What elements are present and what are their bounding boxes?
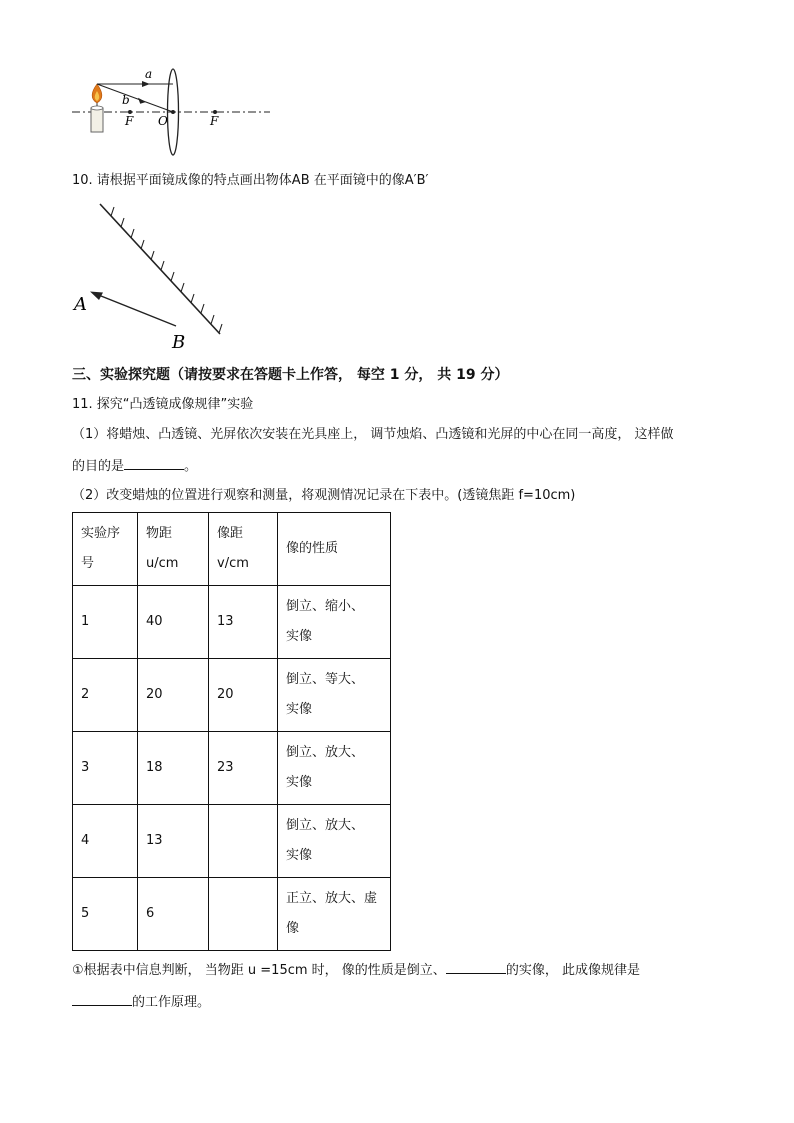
question-11-sub1-line1: ①根据表中信息判断， 当物距 u =15cm 时， 像的性质是倒立、 的实像， 此成像规律是 (72, 963, 640, 978)
table-row (73, 878, 391, 951)
focal-right-label: F (210, 114, 219, 128)
mirror-diagram (70, 198, 240, 354)
row-number: 2 (73, 659, 138, 732)
question-11-title: 11. 探究“凸透镜成像规律”实验 (72, 397, 254, 412)
image-nature: 倒立、等大、 实像 (278, 659, 391, 732)
part1-suffix: 。 (184, 459, 198, 474)
image-distance: 20 (209, 659, 278, 732)
image-nature: 倒立、放大、 实像 (278, 732, 391, 805)
object-distance: 6 (138, 878, 209, 951)
table-row (73, 805, 391, 878)
image-distance: 23 (209, 732, 278, 805)
image-nature: 倒立、缩小、 实像 (278, 586, 391, 659)
optical-center-label: O (158, 114, 168, 128)
point-a-label: A (74, 294, 87, 315)
ray-b-label: b (122, 93, 130, 107)
answer-blank[interactable] (72, 993, 132, 1006)
experiment-table (72, 512, 391, 951)
image-distance: 13 (209, 586, 278, 659)
table-row (73, 586, 391, 659)
table-row (73, 659, 391, 732)
header-cell: 像的性质 (278, 513, 391, 586)
point-b-label: B (172, 332, 186, 353)
question-11-part1-line2 (72, 457, 197, 476)
focal-left-label: F (125, 114, 134, 128)
section-title: 三、实验探究题（请按要求在答题卡上作答， 每空 1 分， 共 19 分） (72, 367, 509, 383)
image-distance (209, 805, 278, 878)
image-nature: 倒立、放大、 实像 (278, 805, 391, 878)
table-row (73, 732, 391, 805)
question-11-part2-intro: （2）改变蜡烛的位置进行观察和测量，将观测情况记录在下表中。(透镜焦距 f=10cm) (72, 488, 576, 503)
question-11-sub1-line2: 的工作原理。 (72, 993, 210, 1012)
row-number: 5 (73, 878, 138, 951)
ray-a-label: a (145, 67, 153, 81)
part1-prefix: 的目的是 (72, 459, 125, 474)
plane-mirror (100, 204, 220, 334)
object-distance: 18 (138, 732, 209, 805)
image-distance (209, 878, 278, 951)
header-cell: 实验序 号 (73, 513, 138, 586)
question-10: 10. 请根据平面镜成像的特点画出物体AB 在平面镜中的像A′B′ (72, 173, 429, 188)
row-number: 3 (73, 732, 138, 805)
object-ab (96, 294, 176, 326)
candle-icon (91, 84, 103, 132)
object-distance: 40 (138, 586, 209, 659)
row-number: 4 (73, 805, 138, 878)
answer-blank[interactable] (446, 961, 506, 974)
row-number: 1 (73, 586, 138, 659)
header-cell: 像距 v/cm (209, 513, 278, 586)
object-distance: 20 (138, 659, 209, 732)
lens-diagram (70, 66, 280, 160)
image-nature: 正立、放大、虚 像 (278, 878, 391, 951)
answer-blank[interactable] (124, 457, 184, 470)
question-11-part1-line1: （1）将蜡烛、凸透镜、光屏依次安装在光具座上， 调节烛焰、凸透镜和光屏的中心在同一高度， 这样做 (72, 427, 674, 442)
object-distance: 13 (138, 805, 209, 878)
table-header-row (73, 513, 391, 586)
header-cell: 物距 u/cm (138, 513, 209, 586)
